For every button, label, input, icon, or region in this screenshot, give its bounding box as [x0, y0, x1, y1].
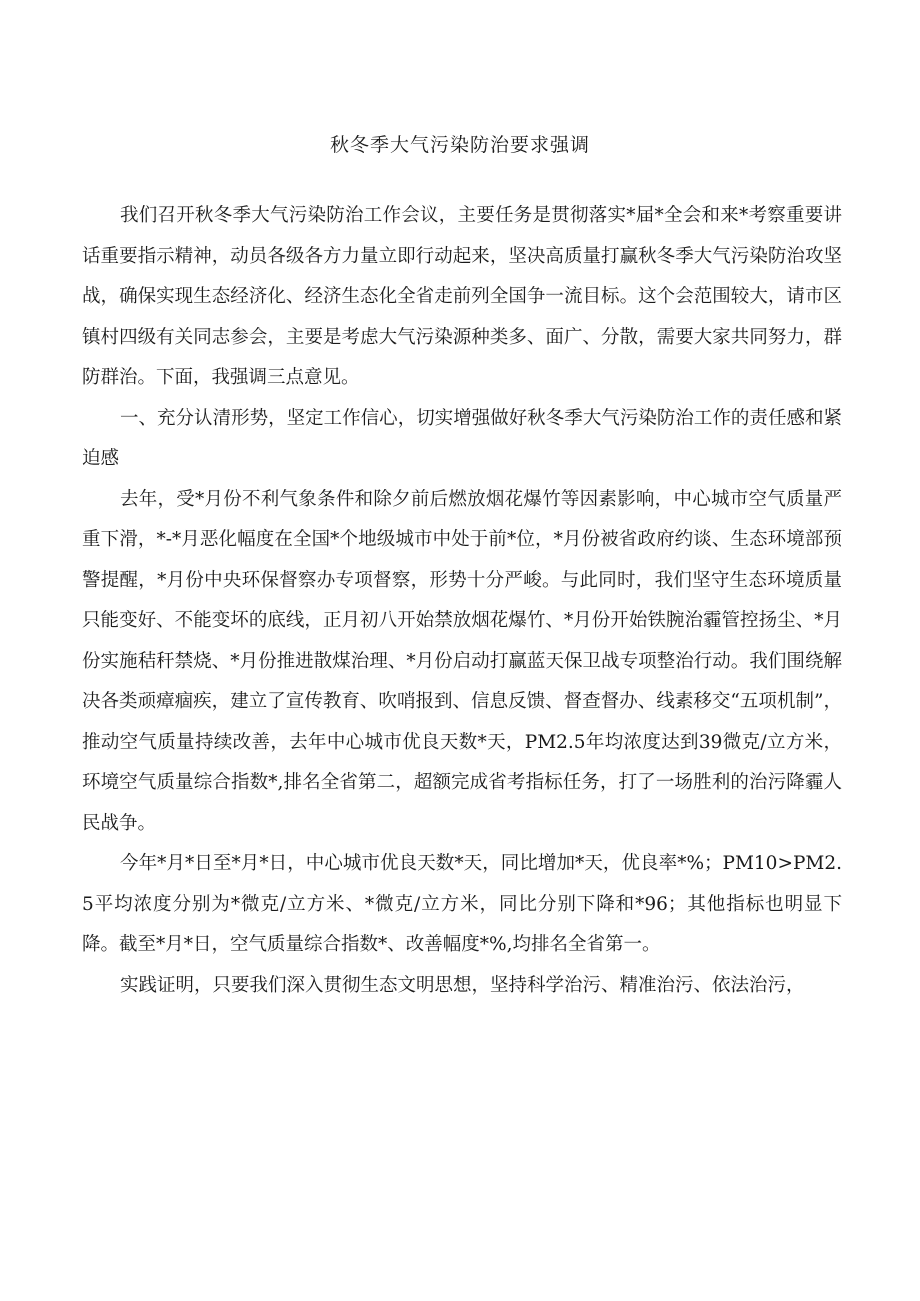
paragraph-practice: 实践证明，只要我们深入贯彻生态文明思想，坚持科学治污、精准治污、依法治污，	[120, 974, 805, 996]
paragraph-this-year: 今年*月*日至*月*日，中心城市优良天数*天，同比增加*天，优良率*%；PM10>PM2.5平均浓度分别为*微克/立方米、*微克/立方米，同比分别下降和*96；其他指标也明显下降。截至*月*日，空气质量综合指数*、改善幅度*%,均排名全省第一。	[82, 853, 842, 955]
document-title: 秋冬季大气污染防治要求强调	[329, 134, 590, 156]
paragraph-last-year: 去年，受*月份不利气象条件和除夕前后燃放烟花爆竹等因素影响，中心城市空气质量严重下滑，*-*月恶化幅度在全国*个地级城市中处于前*位，*月份被省政府约谈、生态环境部预警提醒，*月份中央环保督察办专项督察，形势十分严峻。与此同时，我们坚守生态环境质量只能变好、不能变坏的底线，正月初八开始禁放烟花爆竹、*月份开始铁腕治霾管控扬尘、*月份实施秸秆禁烧、*月份推进散煤治理、*月份启动打赢蓝天保卫战专项整治行动。我们围绕解决各类顽瘴痼疾，建立了宣传教育、吹哨报到、信息反馈、督查督办、线素移交“五项机制”，推动空气质量持续改善，去年中心城市优良天数*天，PM2.5年均浓度达到39微克/立方米，环境空气质量综合指数*,排名全省第二，超额完成省考指标任务，打了一场胜利的治污降霾人民战争。	[82, 488, 842, 834]
document-body	[82, 196, 842, 1006]
section-heading-1: 一、充分认清形势，坚定工作信心，切实增强做好秋冬季大气污染防治工作的责任感和紧迫感	[82, 407, 842, 469]
paragraph-intro: 我们召开秋冬季大气污染防治工作会议，主要任务是贯彻落实*届*全会和来*考察重要讲话重要指示精神，动员各级各方力量立即行动起来，坚决高质量打赢秋冬季大气污染防治攻坚战，确保实现生态经济化、经济生态化全省走前列全国争一流目标。这个会范围较大，请市区镇村四级有关同志参会，主要是考虑大气污染源种类多、面广、分散，需要大家共同努力，群防群治。下面，我强调三点意见。	[82, 205, 842, 388]
